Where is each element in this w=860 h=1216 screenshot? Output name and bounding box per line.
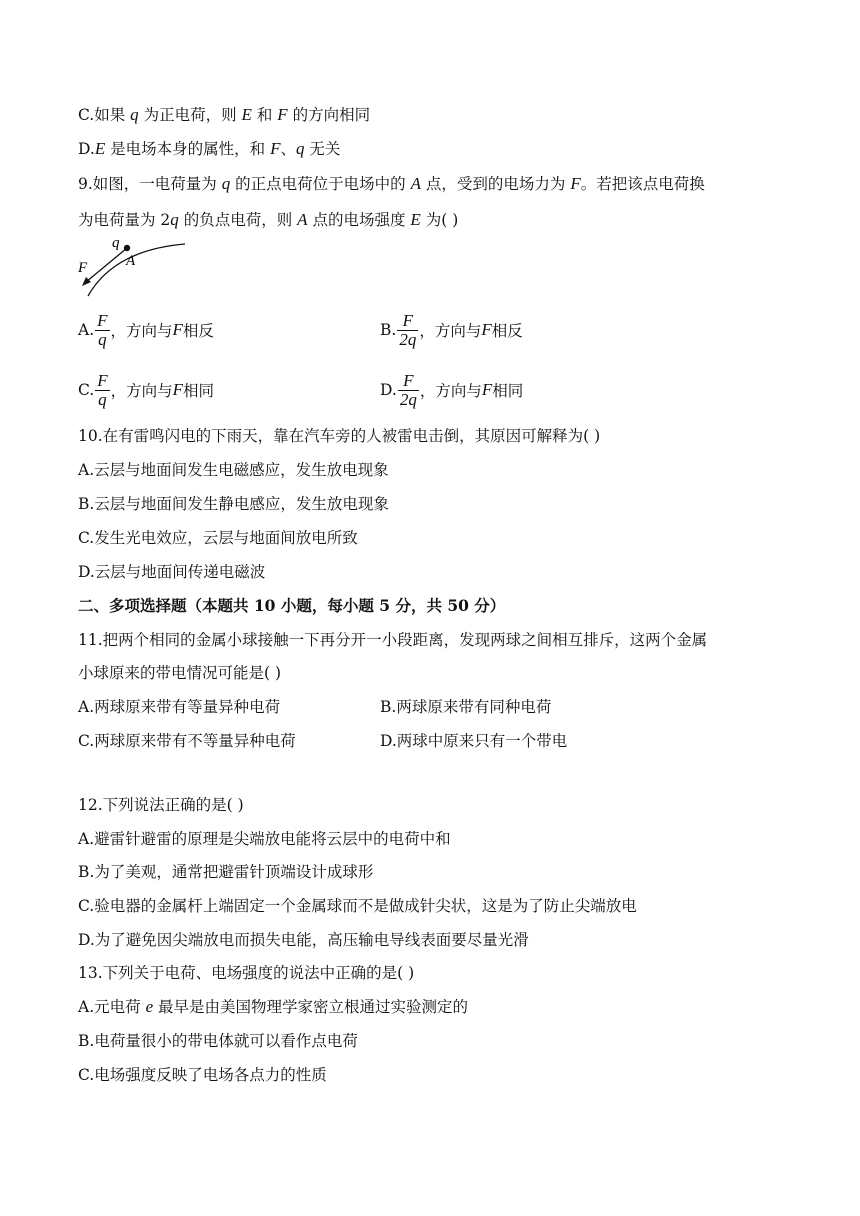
q11-stem-line2: 小球原来的带电情况可能是( ): [78, 664, 282, 682]
q9-option-a: A. $\frac{F}{q}$ ，方向与 F 相反: [78, 310, 214, 349]
q9-field-line-figure: [70, 232, 200, 302]
q9-stem-line2: 为电荷量为 2q 的负点电荷，则 A 点的电场强度 E 为( ): [78, 210, 459, 229]
q13-stem: 13.下列关于电荷、电场强度的说法中正确的是( ): [78, 964, 415, 982]
q11-option-c: C.两球原来带有不等量异种电荷: [78, 732, 296, 750]
q11-option-b: B.两球原来带有同种电荷: [380, 698, 552, 716]
q11-option-a: A.两球原来带有等量异种电荷: [78, 698, 281, 716]
q9-stem-line1: 9.如图，一电荷量为 q 的正点电荷位于电场中的 A 点，受到的电场力为 F。若把该点电荷换: [78, 174, 705, 193]
q12-option-b: B.为了美观，通常把避雷针顶端设计成球形: [78, 863, 374, 881]
q12-stem: 12.下列说法正确的是( ): [78, 796, 244, 814]
q10-option-d: D.云层与地面间传递电磁波: [78, 563, 266, 581]
q10-stem: 10.在有雷鸣闪电的下雨天，靠在汽车旁的人被雷电击倒，其原因可解释为( ): [78, 427, 601, 445]
q13-option-c: C.电场强度反映了电场各点力的性质: [78, 1066, 327, 1084]
section-heading: 二、多项选择题（本题共 10 小题，每小题 5 分，共 50 分）: [78, 596, 506, 615]
q9-option-d: D. $\frac{F}{2q}$ ，方向与 F 相同: [380, 370, 524, 409]
q11-stem-line1: 11.把两个相同的金属小球接触一下再分开一小段距离，发现两球之间相互排斥，这两个金属: [78, 631, 708, 649]
q12-option-a: A.避雷针避雷的原理是尖端放电能将云层中的电荷中和: [78, 830, 451, 848]
q9-option-c: C. $\frac{F}{q}$ ，方向与 F 相同: [78, 370, 215, 409]
q12-option-d: D.为了避免因尖端放电而损失电能，高压输电导线表面要尽量光滑: [78, 931, 529, 949]
q10-option-c: C.发生光电效应，云层与地面间放电所致: [78, 529, 358, 547]
q9-label-q: q: [112, 235, 120, 251]
q8-option-c: C.如果 q 为正电荷，则 E 和 F 的方向相同: [78, 105, 371, 124]
q13-option-b: B.电荷量很小的带电体就可以看作点电荷: [78, 1032, 358, 1050]
q9-option-b: B. $\frac{F}{2q}$ ，方向与 F 相反: [380, 310, 523, 349]
q11-option-d: D.两球中原来只有一个带电: [380, 732, 568, 750]
q13-option-a: A.元电荷 e 最早是由美国物理学家密立根通过实验测定的: [78, 997, 469, 1016]
q12-option-c: C.验电器的金属杆上端固定一个金属球而不是做成针尖状，这是为了防止尖端放电: [78, 897, 637, 915]
q9-label-a: A: [126, 253, 136, 269]
q10-option-a: A.云层与地面间发生电磁感应，发生放电现象: [78, 461, 389, 479]
q10-option-b: B.云层与地面间发生静电感应，发生放电现象: [78, 495, 389, 513]
q8-option-d: D.E 是电场本身的属性，和 F、q 无关: [78, 139, 341, 158]
q9-label-f: F: [78, 260, 88, 276]
